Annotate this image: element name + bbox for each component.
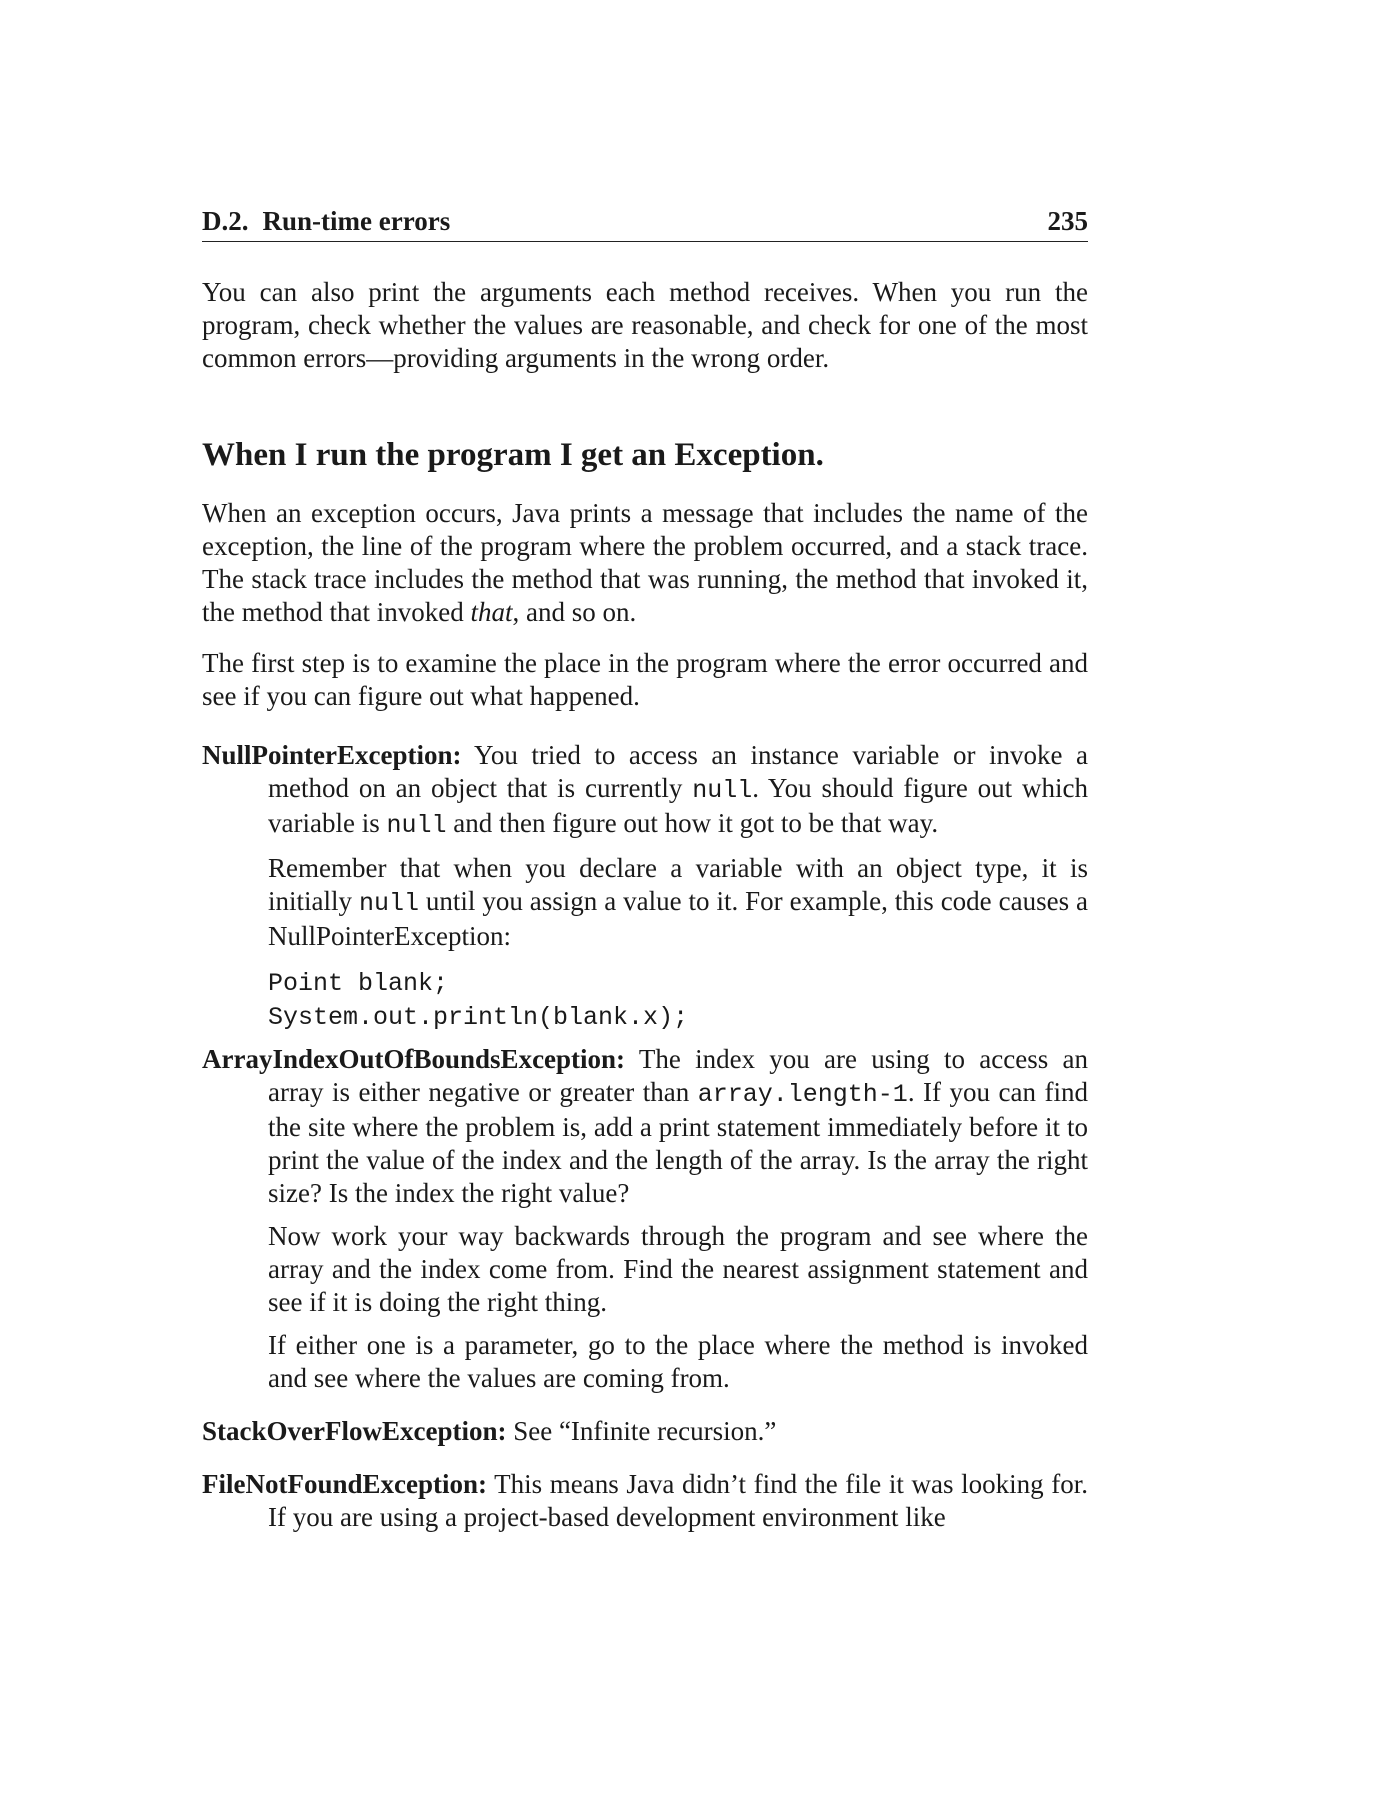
text-span: . You should figure out which variable is — [268, 773, 1089, 838]
header-section — [202, 205, 450, 238]
term-file-not-found-exception: FileNotFoundException: — [202, 1469, 488, 1499]
definition-stack-overflow-exception — [202, 1415, 1088, 1448]
page-number: 235 — [1047, 206, 1088, 236]
intro-paragraph: You can also print the arguments each method receives. When you run the program, check whether the values are reasonable, and check for one of the most common errors—providing arguments in the wrong order. — [202, 277, 1088, 373]
definition-paragraph: If either one is a parameter, go to the place where the method is invoked and see where the values are coming from. — [268, 1330, 1088, 1393]
term-stack-overflow-exception: StackOverFlowException: — [202, 1416, 507, 1446]
inline-code: array.length-1 — [697, 1080, 908, 1109]
definition-paragraph: Now work your way backwards through the program and see where the array and the index come from. Find the nearest assignment statement and see if it is doing the right thing. — [268, 1221, 1088, 1317]
inline-code: null — [386, 811, 447, 840]
definition-head — [202, 739, 1088, 842]
definition-file-not-found-exception — [202, 1468, 1088, 1534]
text-span: and then figure out how it got to be that way. — [446, 808, 939, 838]
term-array-index-exception: ArrayIndexOutOfBoundsException: — [202, 1044, 626, 1074]
header-section-title: Run-time errors — [262, 206, 451, 236]
emphasis: that — [470, 597, 513, 627]
text-span: . If you can find the site where the problem is, add a print statement immediately before it to print the value of the index and the length of the array. Is the array the right size? Is the index the right value? — [268, 1077, 1088, 1208]
text-span: When an exception occurs, Java prints a message that includes the name of the exception, the line of the program where the problem occurred, and a stack trace. The stack trace includes the method that was running, the method that invoked it, the method that invoked — [202, 498, 1088, 627]
text-span: See “Infinite recursion.” — [506, 1416, 777, 1446]
definition-paragraph — [202, 852, 1088, 953]
text-span: Remember that when you declare a variable with an object type, it is initially — [268, 853, 1088, 916]
definition-head — [202, 1415, 1088, 1448]
code-line: System.out.println(blank.x); — [268, 1003, 689, 1032]
text-span: , and so on. — [512, 597, 637, 627]
text-span: You tried to access an instance variable or invoke a method on an object that is currently — [268, 740, 1088, 803]
section-paragraph-1 — [202, 497, 1088, 629]
text-span: until you assign a value to it. For example, this code causes a NullPointerException: — [268, 886, 1088, 951]
inline-code: null — [358, 889, 419, 918]
inline-code: null — [692, 776, 753, 805]
book-page — [202, 205, 1088, 1534]
term-null-pointer-exception: NullPointerException: — [202, 740, 462, 770]
code-block — [202, 967, 1088, 1035]
running-header — [202, 205, 1088, 242]
code-line: Point blank; — [268, 969, 449, 998]
text-span: The index you are using to access an array is either negative or greater than — [268, 1044, 1088, 1107]
definition-head — [202, 1043, 1088, 1210]
definition-null-pointer-exception — [202, 739, 1088, 1035]
section-paragraph-2: The first step is to examine the place in the program where the error occurred and see if you can figure out what happened. — [202, 648, 1088, 711]
section-heading: When I run the program I get an Exception. — [202, 437, 824, 473]
header-section-number: D.2. — [202, 206, 249, 236]
text-span: This means Java didn’t find the file it was looking for. If you are using a project-based development environment like — [268, 1469, 1088, 1532]
definition-array-index-exception — [202, 1043, 1088, 1395]
definition-head — [202, 1468, 1088, 1534]
